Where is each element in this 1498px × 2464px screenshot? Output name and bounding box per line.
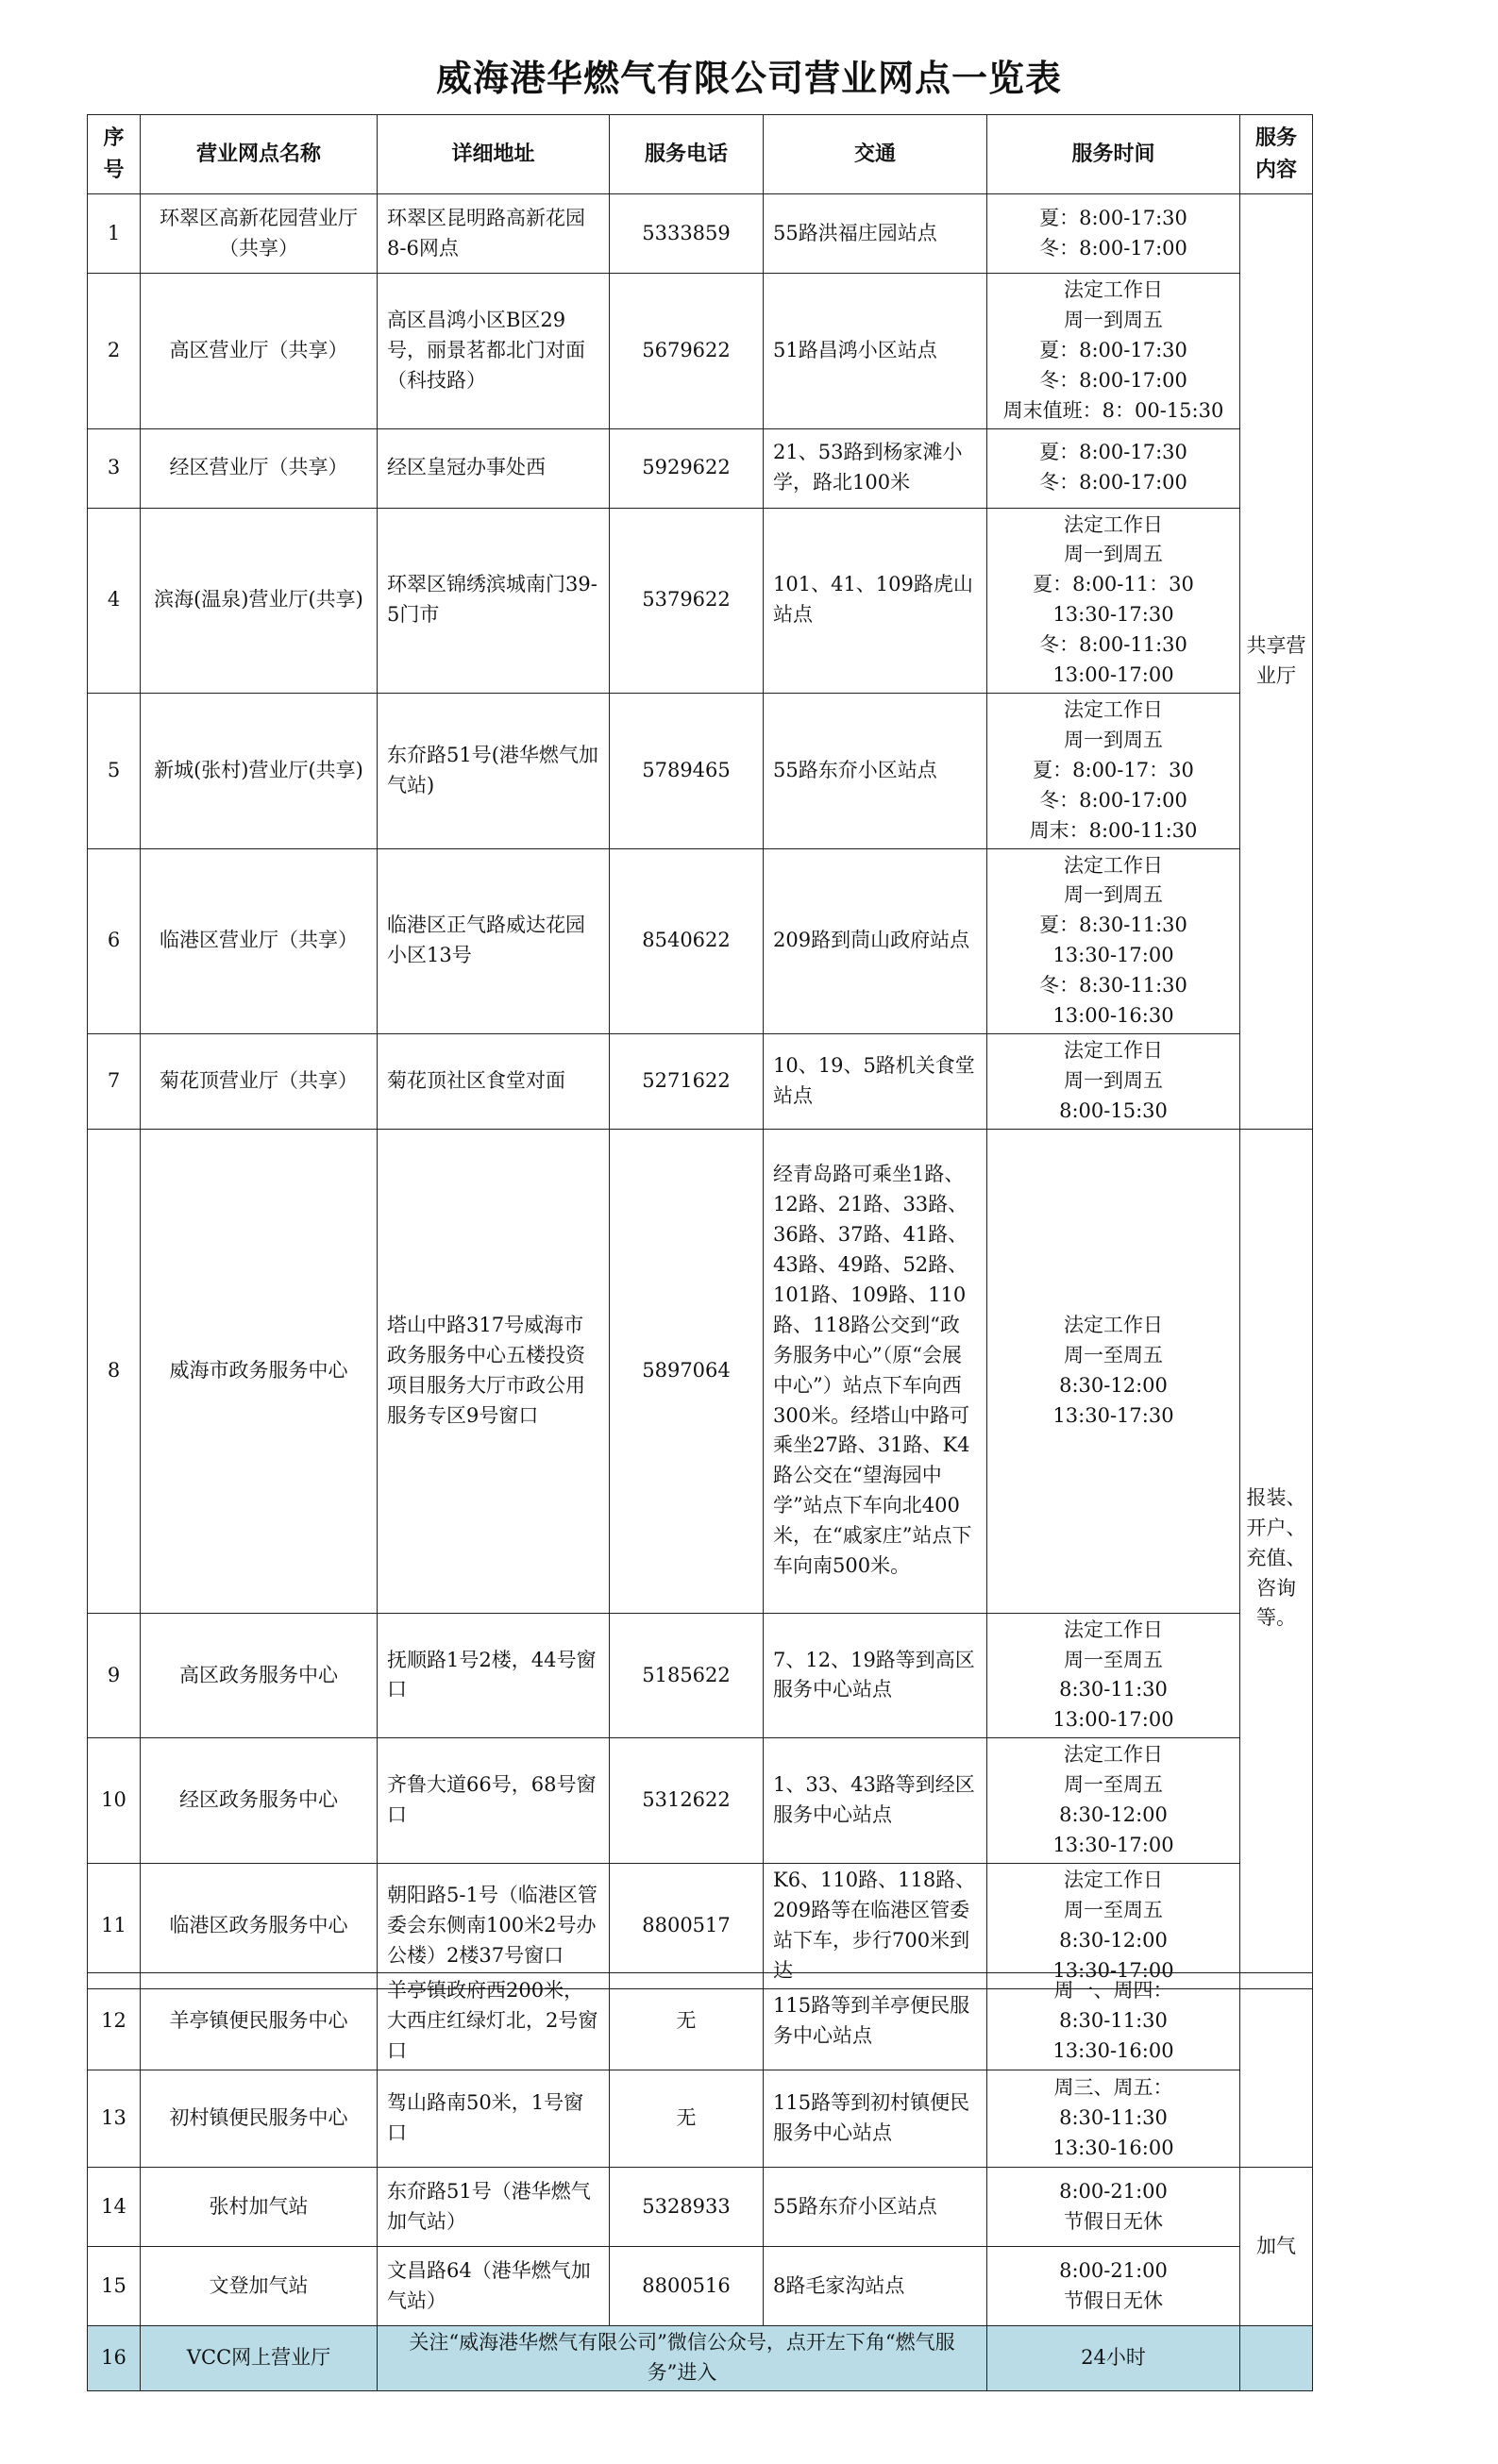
- service-cell-empty: [1240, 1973, 1313, 2168]
- name-cell: 滨海(温泉)营业厅(共享): [141, 508, 378, 693]
- phone-cell: 8540622: [610, 848, 764, 1033]
- table-row: [88, 194, 1313, 274]
- hours-cell: [987, 2326, 1240, 2391]
- name-cell: 环翠区高新花园营业厅（共享）: [141, 194, 378, 274]
- hours-line: 法定工作日: [1064, 1038, 1163, 1062]
- seq-cell: 1: [88, 194, 141, 274]
- hours-line: 法定工作日: [1064, 697, 1163, 721]
- name-cell: 新城(张村)营业厅(共享): [141, 693, 378, 848]
- address-cell: 菊花顶社区食堂对面: [378, 1033, 610, 1129]
- hours-line: 13:30-17:30: [1052, 603, 1174, 627]
- seq-cell: 14: [88, 2168, 141, 2247]
- transport-cell: 51路昌鸿小区站点: [764, 274, 987, 429]
- hours-cell: [987, 508, 1240, 693]
- hours-line: 冬：8:00-17:00: [1039, 368, 1187, 392]
- transport-cell: 21、53路到杨家滩小学，路北100米: [764, 428, 987, 508]
- phone-cell: 5897064: [610, 1129, 764, 1613]
- name-cell: 初村镇便民服务中心: [141, 2070, 378, 2168]
- phone-cell: 5312622: [610, 1738, 764, 1864]
- header-name: 营业网点名称: [141, 115, 378, 194]
- hours-cell: [987, 2168, 1240, 2247]
- hours-line: 夏：8:00-17:30: [1039, 338, 1187, 361]
- transport-cell: 101、41、109路虎山站点: [764, 508, 987, 693]
- hours-line: 冬：8:00-17:00: [1039, 471, 1187, 494]
- table-row: [88, 1033, 1313, 1129]
- page-title: 威海港华燃气有限公司营业网点一览表: [435, 58, 1062, 99]
- seq-cell: 13: [88, 2070, 141, 2168]
- name-cell: 菊花顶营业厅（共享）: [141, 1033, 378, 1129]
- address-cell: 环翠区锦绣滨城南门39-5门市: [378, 508, 610, 693]
- hours-line: 法定工作日: [1064, 1868, 1163, 1891]
- hours-line: 8:30-11:30: [1059, 1678, 1168, 1701]
- address-cell: 东夼路51号(港华燃气加气站): [378, 693, 610, 848]
- header-phone: 服务电话: [610, 115, 764, 194]
- table-row: [88, 1738, 1313, 1864]
- table-row: [88, 508, 1313, 693]
- service-cell-shared: 共享营业厅: [1240, 194, 1313, 1130]
- transport-cell: 经青岛路可乘坐1路、12路、21路、33路、36路、37路、41路、43路、49路、52路、101路、109路、110路、118路公交到“政务服务中心”（原“会展中心”）站点下车向西300米。经塔山中路可乘坐27路、31路、K4路公交在“望海园中学”站点下车向北400米，在“戚家庄”站点下车向南500米。: [764, 1129, 987, 1613]
- seq-cell: 16: [88, 2326, 141, 2391]
- hours-line: 夏：8:00-11：30: [1033, 573, 1194, 596]
- hours-line: 周一到周五: [1064, 728, 1163, 751]
- address-cell: 塔山中路317号威海市政务服务中心五楼投资项目服务大厅市政公用服务专区9号窗口: [378, 1129, 610, 1613]
- name-cell: VCC网上营业厅: [141, 2326, 378, 2391]
- phone-cell: 5333859: [610, 194, 764, 274]
- seq-cell: 3: [88, 428, 141, 508]
- service-cell-online: [1240, 2326, 1313, 2391]
- seq-cell: 10: [88, 1738, 141, 1864]
- phone-cell: 5271622: [610, 1033, 764, 1129]
- hours-line: 夏：8:30-11:30: [1039, 914, 1187, 937]
- hours-line: 冬：8:30-11:30: [1039, 974, 1187, 997]
- phone-cell: 5185622: [610, 1613, 764, 1738]
- table-row: [88, 428, 1313, 508]
- table-row: [88, 848, 1313, 1033]
- table-row: [88, 1973, 1313, 2070]
- hours-cell: [987, 428, 1240, 508]
- hours-line: 周一至周五: [1064, 1898, 1163, 1921]
- seq-cell: 15: [88, 2247, 141, 2326]
- hours-line: 周一、周四：: [1053, 1979, 1173, 2003]
- seq-cell: 12: [88, 1973, 141, 2070]
- table-row: [88, 1613, 1313, 1738]
- name-cell: 临港区政务服务中心: [141, 1863, 378, 1988]
- phone-cell: 8800516: [610, 2247, 764, 2326]
- hours-cell: [987, 1613, 1240, 1738]
- address-cell: 齐鲁大道66号，68号窗口: [378, 1738, 610, 1864]
- table-row: [88, 2168, 1313, 2247]
- hours-line: 周一到周五: [1064, 543, 1163, 566]
- hours-line: 13:30-17:00: [1052, 1958, 1174, 1982]
- seq-cell: 7: [88, 1033, 141, 1129]
- address-cell: 文昌路64（港华燃气加气站）: [378, 2247, 610, 2326]
- hours-line: 8:00-21:00: [1059, 2179, 1168, 2203]
- hours-line: 13:00-16:30: [1052, 1004, 1174, 1028]
- name-cell: 威海市政务服务中心: [141, 1129, 378, 1613]
- header-service: 服务内容: [1240, 115, 1313, 194]
- address-cell: 羊亭镇政府西200米，大西庄红绿灯北，2号窗口: [378, 1973, 610, 2070]
- hours-line: 周一至周五: [1064, 1648, 1163, 1671]
- seq-cell: 5: [88, 693, 141, 848]
- address-cell: 高区昌鸿小区B区29号，丽景茗都北门对面（科技路）: [378, 274, 610, 429]
- hours-line: 法定工作日: [1064, 853, 1163, 877]
- hours-cell: [987, 274, 1240, 429]
- name-cell: 经区营业厅（共享）: [141, 428, 378, 508]
- seq-cell: 9: [88, 1613, 141, 1738]
- address-cell: 环翠区昆明路高新花园8-6网点: [378, 194, 610, 274]
- transport-cell: 209路到茼山政府站点: [764, 848, 987, 1033]
- address-cell: 驾山路南50米，1号窗口: [378, 2070, 610, 2168]
- hours-line: 13:30-17:30: [1052, 1403, 1174, 1427]
- name-cell: 羊亭镇便民服务中心: [141, 1973, 378, 2070]
- table-row: [88, 693, 1313, 848]
- hours-line: 节假日无休: [1064, 2288, 1163, 2312]
- transport-cell: 115路等到初村镇便民服务中心站点: [764, 2070, 987, 2168]
- hours-line: 法定工作日: [1064, 1618, 1163, 1641]
- header-hours: 服务时间: [987, 115, 1240, 194]
- hours-line: 24小时: [1081, 2345, 1146, 2369]
- hours-line: 节假日无休: [1064, 2209, 1163, 2233]
- seq-cell: 8: [88, 1129, 141, 1613]
- hours-line: 13:00-17:00: [1052, 1708, 1174, 1732]
- hours-cell: [987, 693, 1240, 848]
- seq-cell: 11: [88, 1863, 141, 1988]
- phone-cell: 5379622: [610, 508, 764, 693]
- hours-line: 8:30-12:00: [1059, 1803, 1168, 1827]
- address-cell: 朝阳路5-1号（临港区管委会东侧南100米2号办公楼）2楼37号窗口: [378, 1863, 610, 1988]
- hours-line: 8:30-12:00: [1059, 1373, 1168, 1397]
- transport-cell: 55路洪福庄园站点: [764, 194, 987, 274]
- phone-cell: 5789465: [610, 693, 764, 848]
- hours-line: 8:00-21:00: [1059, 2258, 1168, 2282]
- header-transport: 交通: [764, 115, 987, 194]
- hours-line: 夏：8:00-17：30: [1033, 758, 1194, 781]
- hours-line: 法定工作日: [1064, 1743, 1163, 1767]
- hours-line: 周一到周五: [1064, 1068, 1163, 1092]
- transport-cell: K6、110路、118路、209路等在临港区管委站下车，步行700米到达: [764, 1863, 987, 1988]
- phone-cell: 8800517: [610, 1863, 764, 1988]
- phone-cell: 无: [610, 1973, 764, 2070]
- table-row: [88, 1129, 1313, 1613]
- address-cell: 关注“威海港华燃气有限公司”微信公众号，点开左下角“燃气服务”进入: [378, 2326, 987, 2391]
- outlets-table: [87, 114, 1313, 1989]
- transport-cell: 55路东夼小区站点: [764, 693, 987, 848]
- name-cell: 文登加气站: [141, 2247, 378, 2326]
- hours-line: 13:30-16:00: [1052, 2038, 1174, 2062]
- hours-cell: [987, 1863, 1240, 1988]
- hours-line: 8:30-12:00: [1059, 1928, 1168, 1952]
- hours-line: 法定工作日: [1064, 1313, 1163, 1336]
- hours-line: 周一到周五: [1064, 883, 1163, 907]
- hours-line: 周末：8:00-11:30: [1029, 818, 1198, 842]
- hours-cell: [987, 2247, 1240, 2326]
- service-cell-govt: 报装、开户、充值、咨询等。: [1240, 1129, 1313, 1988]
- transport-cell: 8路毛家沟站点: [764, 2247, 987, 2326]
- service-cell-gas: 加气: [1240, 2168, 1313, 2326]
- table-row-online: [88, 2326, 1313, 2391]
- hours-cell: [987, 194, 1240, 274]
- hours-line: 8:00-15:30: [1059, 1098, 1168, 1122]
- hours-line: 13:00-17:00: [1052, 663, 1174, 687]
- hours-line: 冬：8:00-17:00: [1039, 788, 1187, 812]
- hours-line: 法定工作日: [1064, 512, 1163, 536]
- hours-line: 冬：8:00-11:30: [1039, 633, 1187, 657]
- hours-line: 夏：8:00-17:30: [1039, 441, 1187, 464]
- table-row: [88, 274, 1313, 429]
- seq-cell: 2: [88, 274, 141, 429]
- phone-cell: 5328933: [610, 2168, 764, 2247]
- address-cell: 临港区正气路威达花园小区13号: [378, 848, 610, 1033]
- name-cell: 高区政务服务中心: [141, 1613, 378, 1738]
- hours-line: 8:30-11:30: [1059, 2106, 1168, 2130]
- hours-cell: [987, 848, 1240, 1033]
- name-cell: 经区政务服务中心: [141, 1738, 378, 1864]
- hours-cell: [987, 2070, 1240, 2168]
- name-cell: 高区营业厅（共享）: [141, 274, 378, 429]
- hours-line: 13:30-16:00: [1052, 2136, 1174, 2159]
- phone-cell: 无: [610, 2070, 764, 2168]
- outlets-table-continued: [87, 1972, 1313, 2391]
- seq-cell: 6: [88, 848, 141, 1033]
- hours-line: 8:30-11:30: [1059, 2009, 1168, 2033]
- hours-line: 周三、周五：: [1053, 2076, 1173, 2100]
- name-cell: 张村加气站: [141, 2168, 378, 2247]
- hours-line: 13:30-17:00: [1052, 944, 1174, 967]
- hours-line: 13:30-17:00: [1052, 1834, 1174, 1856]
- header-seq: 序号: [88, 115, 141, 194]
- transport-cell: 1、33、43路等到经区服务中心站点: [764, 1738, 987, 1864]
- transport-cell: 7、12、19路等到高区服务中心站点: [764, 1613, 987, 1738]
- hours-line: 法定工作日: [1064, 278, 1163, 301]
- hours-cell: [987, 1973, 1240, 2070]
- hours-line: 冬：8:00-17:00: [1039, 236, 1187, 260]
- phone-cell: 5929622: [610, 428, 764, 508]
- table-row: [88, 1863, 1313, 1988]
- hours-line: 周一到周五: [1064, 308, 1163, 331]
- hours-cell: [987, 1129, 1240, 1613]
- hours-line: 周一至周五: [1064, 1343, 1163, 1366]
- hours-line: 夏：8:00-17:30: [1039, 206, 1187, 229]
- header-address: 详细地址: [378, 115, 610, 194]
- table-row: [88, 2247, 1313, 2326]
- transport-cell: 115路等到羊亭便民服务中心站点: [764, 1973, 987, 2070]
- header-row: [88, 115, 1313, 194]
- address-cell: 东夼路51号（港华燃气加气站）: [378, 2168, 610, 2247]
- hours-line: 周一至周五: [1064, 1773, 1163, 1797]
- phone-cell: 5679622: [610, 274, 764, 429]
- transport-cell: 10、19、5路机关食堂站点: [764, 1033, 987, 1129]
- transport-cell: 55路东夼小区站点: [764, 2168, 987, 2247]
- hours-cell: [987, 1033, 1240, 1129]
- hours-cell: [987, 1738, 1240, 1864]
- hours-line: 周末值班：8：00-15:30: [1002, 398, 1224, 422]
- table-row: [88, 2070, 1313, 2168]
- address-cell: 抚顺路1号2楼，44号窗口: [378, 1613, 610, 1738]
- name-cell: 临港区营业厅（共享）: [141, 848, 378, 1033]
- seq-cell: 4: [88, 508, 141, 693]
- address-cell: 经区皇冠办事处西: [378, 428, 610, 508]
